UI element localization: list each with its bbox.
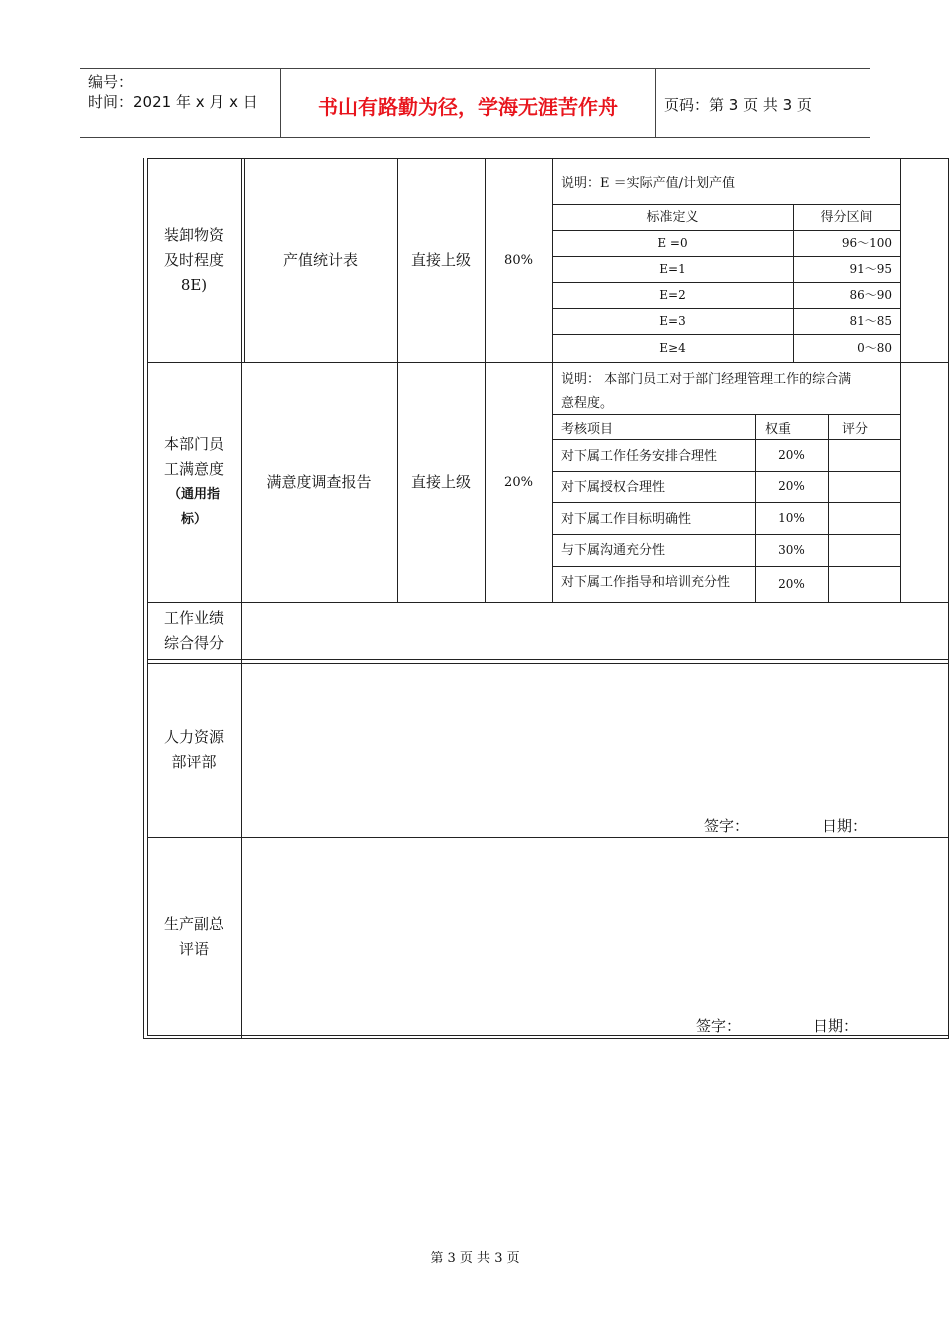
level-def-4: E≥4 <box>659 340 686 355</box>
level-def-3: E=3 <box>659 313 686 328</box>
survey-weight-0: 20% <box>778 447 805 462</box>
indicator-label-2b: 工满意度 <box>163 460 224 478</box>
page-footer: 第 3 页 共 3 页 <box>430 1251 520 1266</box>
indicator-label-1c: 8E) <box>180 275 208 294</box>
level-range-0: 96～100 <box>841 235 892 250</box>
survey-weight-3: 30% <box>778 542 805 557</box>
vp-signature-label: 签字： <box>696 1017 742 1035</box>
indicator-cell-1 <box>147 158 241 362</box>
header-meta <box>80 69 280 137</box>
row-separator-4 <box>147 837 949 838</box>
evaluator-cell-1: 直接上级 <box>410 250 471 269</box>
row-separator-3 <box>147 659 949 664</box>
indicator-label-1a: 装卸物资 <box>163 225 224 244</box>
survey-item-0: 对下属工作任务安排合理性 <box>561 449 718 464</box>
nested-line-2-3 <box>552 502 900 503</box>
survey-note-line-1: 说明： 本部门员工对于部门经理管理工作的综合满 <box>561 372 852 387</box>
hr-review-label-b: 部评部 <box>171 752 217 771</box>
level-range-4: 0～80 <box>857 340 892 355</box>
header-motto: 书山有路勤为径，学海无涯苦作舟 <box>318 95 618 119</box>
nested-line-2-2 <box>552 471 900 472</box>
survey-note-line-2: 意程度。 <box>561 396 614 411</box>
weight-cell-2: 20% <box>504 474 533 490</box>
page-header <box>80 68 870 138</box>
col-divider-5 <box>900 158 901 602</box>
hr-date-label: 日期： <box>822 817 868 835</box>
doc-date-label: 时间：2021 年 x 月 x 日 <box>88 93 258 111</box>
hr-signature-label: 签字： <box>704 817 750 835</box>
survey-item-4: 对下属工作指导和培训充分性 <box>561 575 731 590</box>
survey-item-2: 对下属工作目标明确性 <box>561 512 692 527</box>
survey-weight-1: 20% <box>778 479 805 493</box>
weight-cell-1: 80% <box>504 252 533 268</box>
indicator-label-1b: 及时程度 <box>163 250 224 269</box>
summary-label-cell <box>147 602 241 659</box>
col-header-weight: 权重 <box>765 422 792 437</box>
source-cell-1: 产值统计表 <box>282 250 358 269</box>
col-header-range: 得分区间 <box>820 209 873 225</box>
source-cell-2: 满意度调查报告 <box>266 472 372 491</box>
nested-line-2-1 <box>552 439 900 440</box>
nested-line-2-4 <box>552 534 900 535</box>
level-range-2: 86～90 <box>849 287 892 302</box>
col-header-score: 评分 <box>842 422 869 437</box>
doc-id-label: 编号： <box>88 73 134 91</box>
col-header-definition: 标准定义 <box>646 209 699 225</box>
level-range-3: 81～85 <box>849 313 892 328</box>
level-def-2: E=2 <box>659 287 686 302</box>
indicator-tag-2a: （通用指 <box>167 487 220 502</box>
hr-review-label-a: 人力资源 <box>163 727 224 746</box>
survey-item-1: 对下属授权合理性 <box>561 480 666 495</box>
vp-review-label-b: 评语 <box>178 940 209 958</box>
level-def-1: E=1 <box>659 261 686 276</box>
summary-label-a: 工作业绩 <box>163 608 224 627</box>
survey-weight-2: 10% <box>778 510 805 525</box>
nested-col-2b <box>828 414 829 602</box>
table-border-bottom-outer <box>143 1038 949 1039</box>
evaluation-table <box>143 158 949 1039</box>
level-def-0: E =0 <box>657 235 688 250</box>
hr-review-label-cell <box>147 662 241 837</box>
vp-date-label: 日期： <box>813 1017 859 1035</box>
survey-weight-4: 20% <box>778 576 805 591</box>
row-separator-2 <box>147 602 949 603</box>
header-page-number: 页码：第 3 页 共 3 页 <box>664 96 812 114</box>
col-header-item: 考核项目 <box>561 422 614 437</box>
nested-line-2-5 <box>552 566 900 567</box>
table-border-right <box>948 158 949 1039</box>
table-border-left-outer <box>143 158 144 1039</box>
summary-label-b: 综合得分 <box>163 633 224 652</box>
level-range-1: 91～95 <box>849 261 892 276</box>
indicator-label-2a: 本部门员 <box>163 435 224 453</box>
evaluator-cell-2: 直接上级 <box>410 472 471 491</box>
indicator-tag-2b: 标） <box>180 512 207 527</box>
scoring-note-1: 说明：E ＝实际产值/计划产值 <box>561 176 736 191</box>
nested-line-2-0 <box>552 414 900 415</box>
survey-item-3: 与下属沟通充分性 <box>561 543 666 558</box>
header-motto-cell <box>280 69 656 137</box>
indicator-cell-2 <box>147 362 241 602</box>
vp-review-label-a: 生产副总 <box>163 915 224 933</box>
vp-review-label-cell <box>147 838 241 1036</box>
